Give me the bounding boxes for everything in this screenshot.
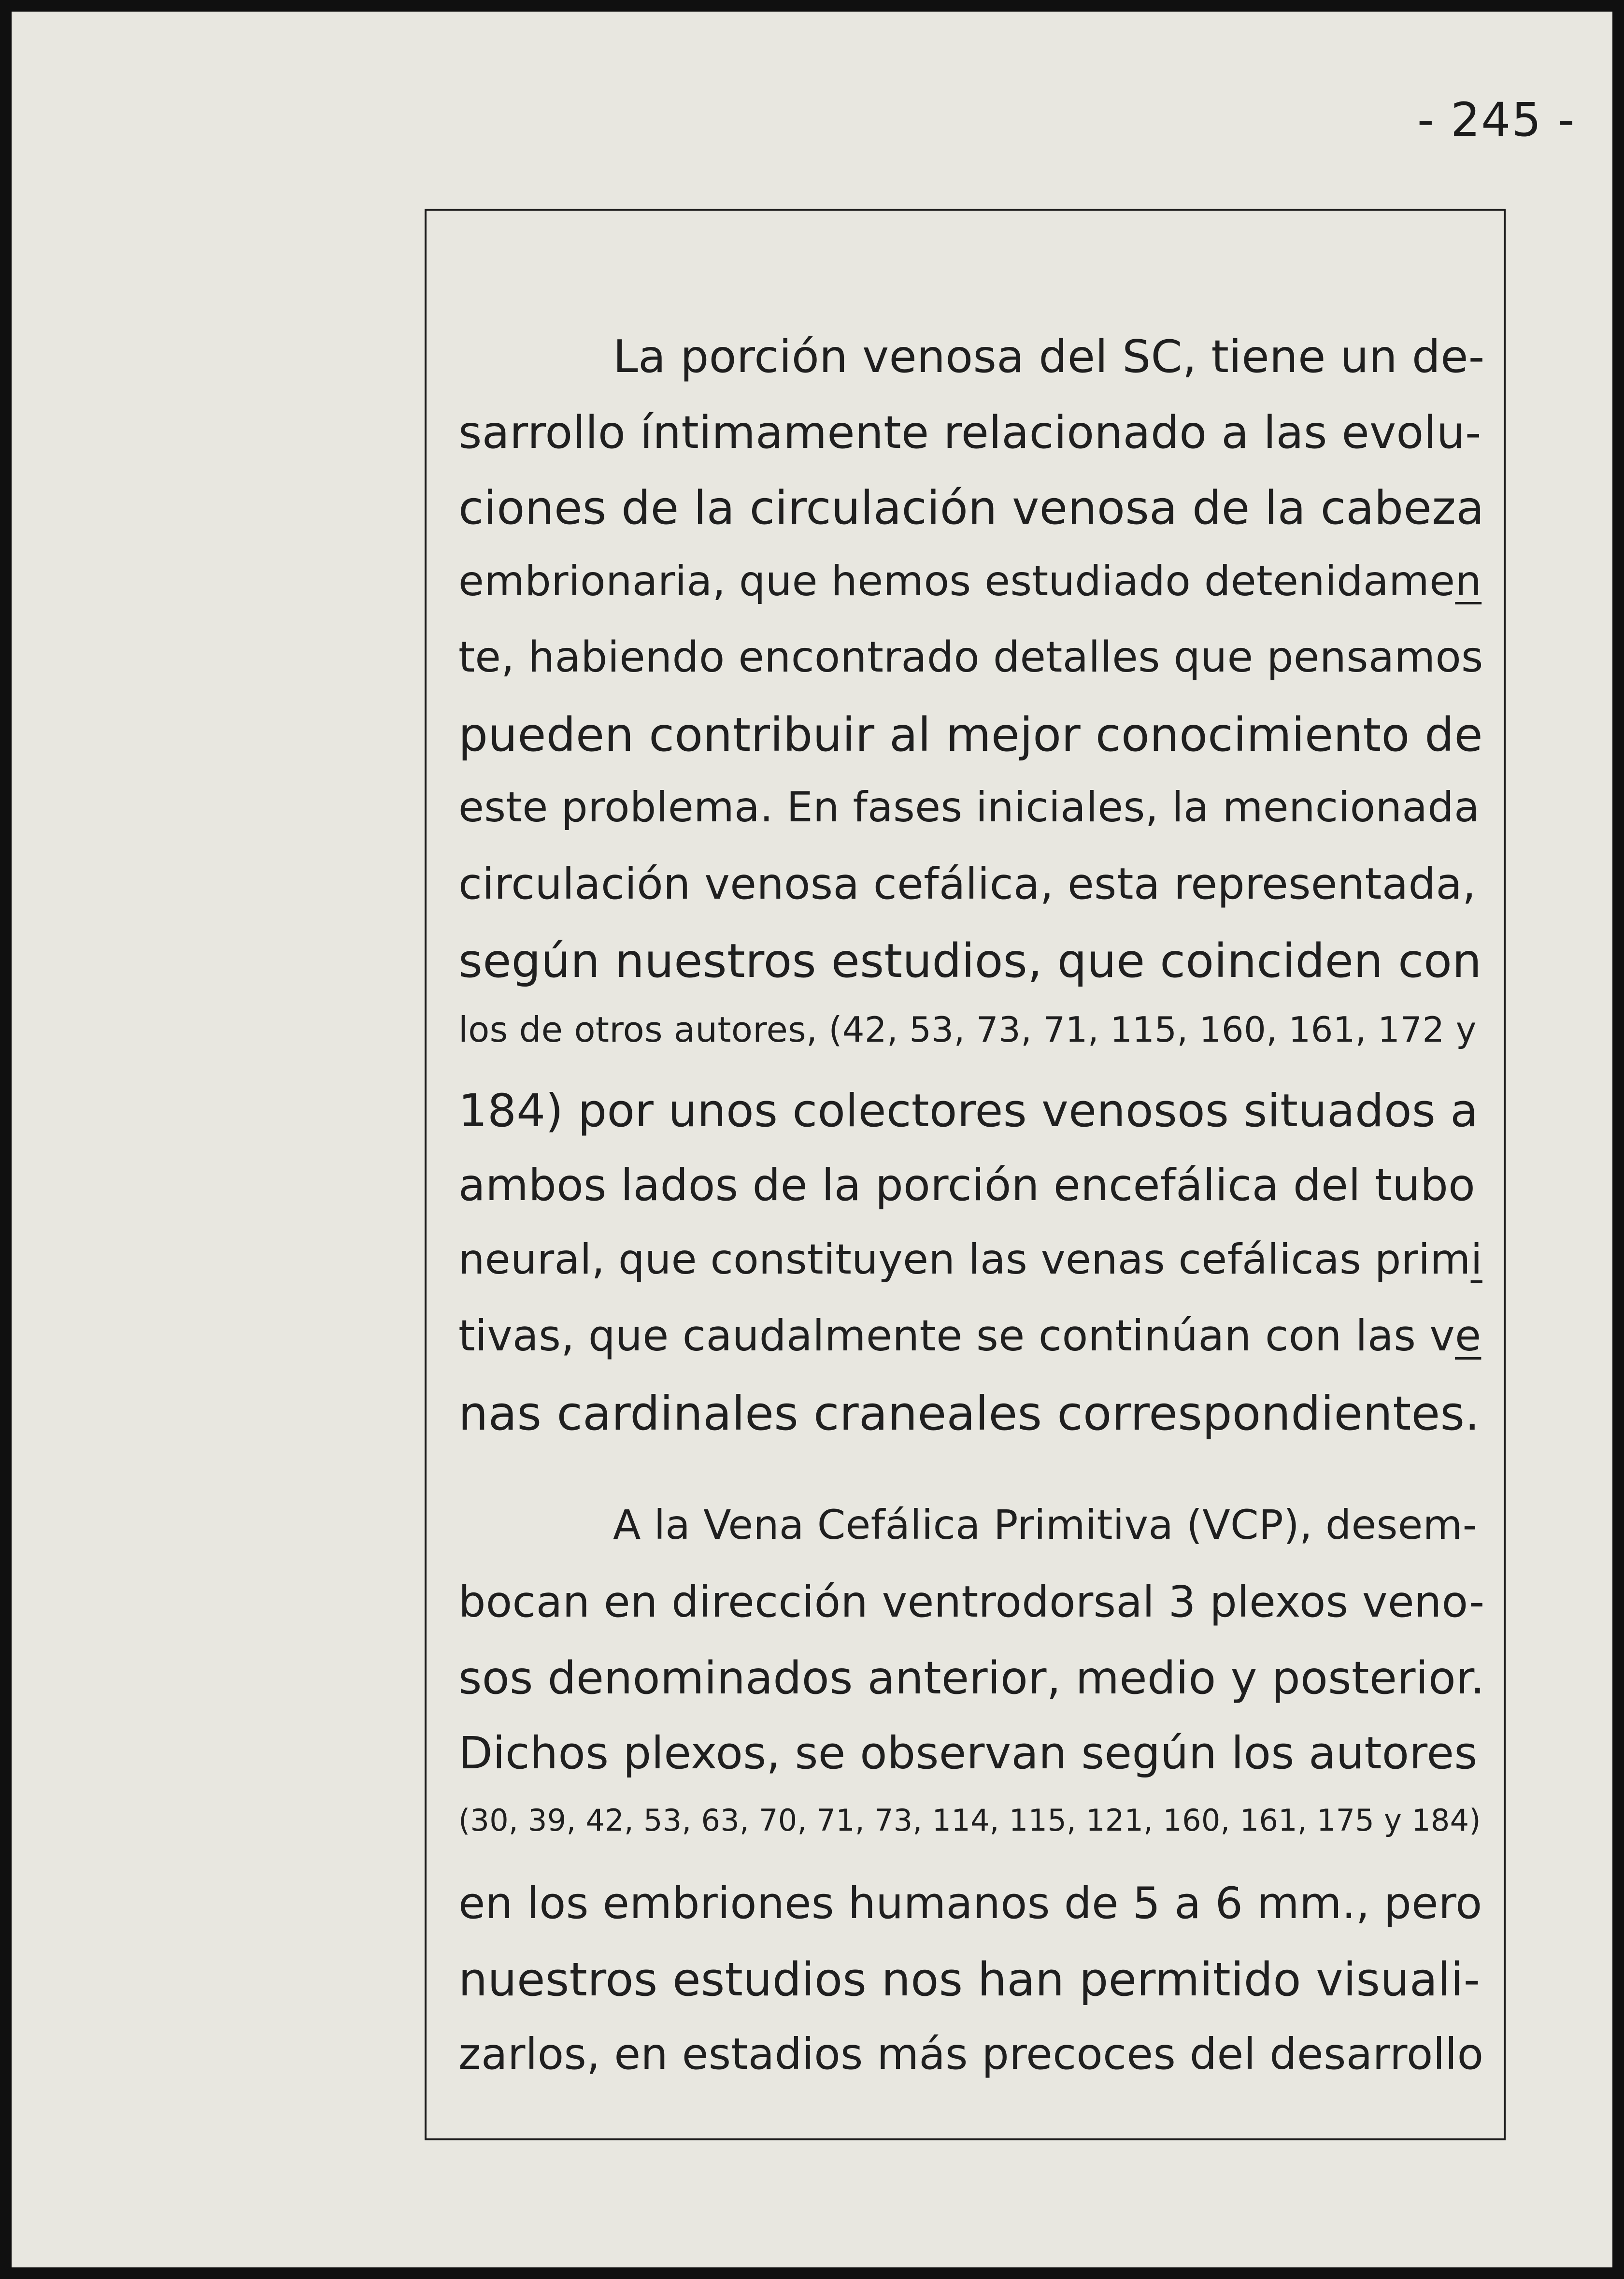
text-line: embrionaria, que hemos estudiado detenidamen [458, 557, 1482, 605]
text-line: (30, 39, 42, 53, 63, 70, 71, 73, 114, 115, 121, 160, 161, 175 y 184) [458, 1803, 1481, 1838]
text-line: neural, que constituyen las venas cefálicas primi [458, 1235, 1482, 1284]
text-line: Dichos plexos, se observan según los autores [458, 1727, 1478, 1779]
text-line: circulación venosa cefálica, esta representada, [458, 859, 1476, 909]
underlined-letter: e [1454, 1311, 1482, 1361]
text-line: te, habiendo encontrado detalles que pensamos [458, 632, 1483, 682]
text-line: los de otros autores, (42, 53, 73, 71, 115, 160, 161, 172 y [458, 1009, 1477, 1050]
text-line: tivas, que caudalmente se continúan con las ve [458, 1311, 1482, 1361]
text-line: zarlos, en estadios más precoces del desarrollo [458, 2029, 1484, 2079]
text-line: bocan en dirección ventrodorsal 3 plexos veno- [458, 1577, 1485, 1627]
text-line: este problema. En fases iniciales, la mencionada [458, 783, 1480, 831]
text-line: nuestros estudios nos han permitido visuali- [458, 1953, 1481, 2007]
text-line: nas cardinales craneales correspondientes. [458, 1386, 1480, 1441]
text-line: 184) por unos colectores venosos situados a [458, 1085, 1479, 1137]
underlined-letter: i [1470, 1235, 1482, 1284]
text-line: sos denominados anterior, medio y posterior. [458, 1652, 1485, 1704]
text-line: La porción venosa del SC, tiene un de- [613, 330, 1485, 383]
text-line: pueden contribuir al mejor conocimiento de [458, 708, 1483, 762]
text-line: sarrollo íntimamente relacionado a las evolu- [458, 406, 1482, 459]
text-line: ambos lados de la porción encefálica del tubo [458, 1160, 1476, 1211]
text-line: en los embriones humanos de 5 a 6 mm., pero [458, 1878, 1482, 1929]
text-line: según nuestros estudios, que coinciden con [458, 934, 1482, 988]
text-line: A la Vena Cefálica Primitiva (VCP), desem- [613, 1501, 1478, 1548]
text-line: ciones de la circulación venosa de la cabeza [458, 482, 1484, 535]
underlined-letter: n [1455, 557, 1482, 605]
page-number: - 245 - [1417, 93, 1576, 147]
document-page [12, 12, 1612, 2267]
